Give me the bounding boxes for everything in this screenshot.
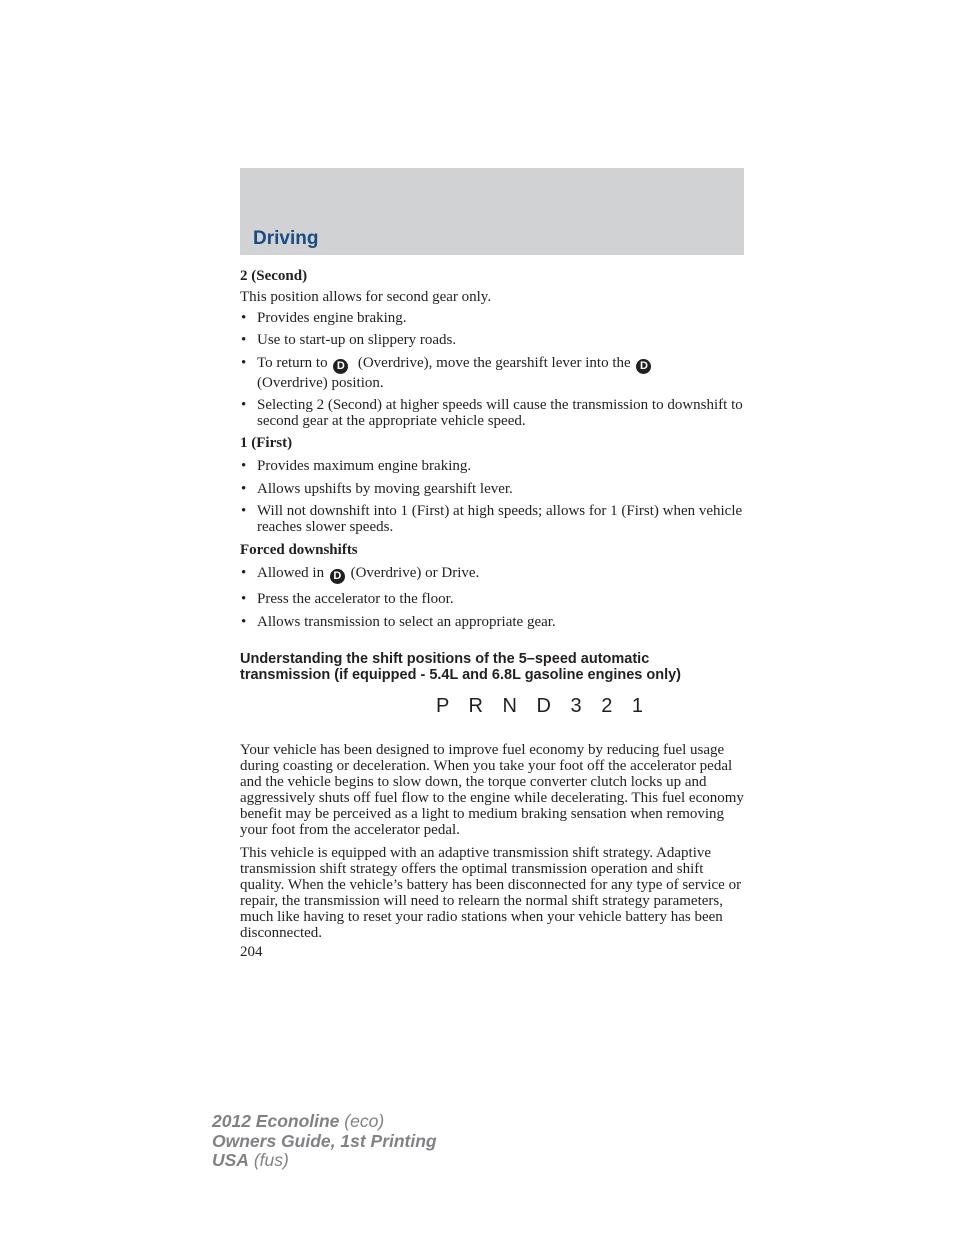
page-number: 204 [240, 944, 263, 960]
overdrive-icon: D [330, 569, 345, 584]
gear-indicator: P R N D 3 2 1 [436, 695, 651, 717]
section-header-band [240, 168, 744, 255]
forced-downshifts-heading: Forced downshifts [240, 542, 358, 558]
section-title: Driving [253, 228, 319, 249]
first-gear-heading: 1 (First) [240, 435, 293, 451]
fuel-economy-paragraph: Your vehicle has been designed to improve fuel economy by reducing fuel usage during coasting or deceleration. When you take your foot off the accelerator pedal and the vehicle begins to slow down, the torque converter clutch locks up and aggressively shuts off fuel flow to the engine while decelerating. This fuel economy benefit may be perceived as a light to medium braking sensation when removing your foot from the accelerator pedal. [240, 742, 744, 838]
list-item: • Provides maximum engine braking. [240, 458, 744, 474]
list-item: • Allows transmission to select an appropriate gear. [240, 614, 744, 630]
list-item: • Use to start-up on slippery roads. [240, 332, 744, 348]
list-item: • Will not downshift into 1 (First) at high speeds; allows for 1 (First) when vehicle reaches slower speeds. [240, 503, 744, 535]
page-content [240, 268, 744, 960]
second-gear-intro: This position allows for second gear only. [240, 289, 492, 305]
list-item: • Allowed in D (Overdrive) or Drive. [240, 565, 744, 584]
first-gear-list [240, 458, 744, 535]
overdrive-icon: D [636, 359, 651, 374]
second-gear-list [240, 310, 744, 429]
forced-downshifts-list [240, 565, 744, 630]
five-speed-heading: Understanding the shift positions of the 5–speed automatic transmission (if equipped - 5.4L and 6.8L gasoline engines only) [240, 651, 681, 683]
second-gear-heading: 2 (Second) [240, 268, 308, 284]
document-footer [212, 1112, 437, 1171]
list-item: • Press the accelerator to the floor. [240, 591, 744, 607]
list-item: • Allows upshifts by moving gearshift lever. [240, 481, 744, 497]
list-item: • Selecting 2 (Second) at higher speeds will cause the transmission to downshift to second gear at the appropriate vehicle speed. [240, 397, 744, 429]
footer-region-line: USA (fus) [212, 1150, 289, 1170]
footer-model-line: 2012 Econoline (eco) [212, 1111, 385, 1131]
overdrive-icon: D [333, 359, 348, 374]
adaptive-shift-paragraph: This vehicle is equipped with an adaptive transmission shift strategy. Adaptive transmission shift strategy offers the optimal transmission operation and shift quality. When the vehicle’s battery has been disconnected for any type of service or repair, the transmission will need to relearn the normal shift strategy parameters, much like having to reset your radio stations when your vehicle battery has been disconnected. [240, 845, 742, 941]
footer-printing-line: Owners Guide, 1st Printing [212, 1130, 437, 1151]
list-item: • To return to D (Overdrive), move the gearshift lever into the D (Overdrive) position. [240, 354, 744, 393]
list-item: • Provides engine braking. [240, 310, 744, 326]
